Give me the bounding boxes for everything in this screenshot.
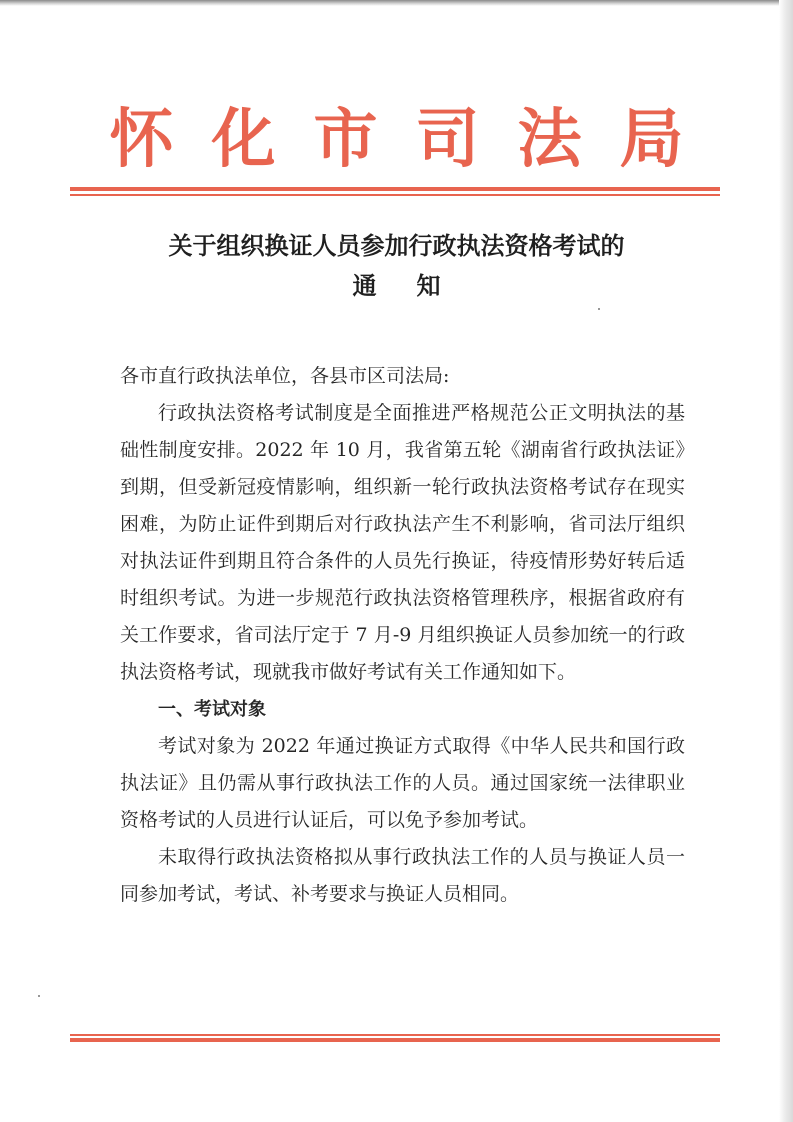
section-heading-exam-target: 一、考试对象 bbox=[158, 699, 266, 720]
letterhead-org-name: 怀化市司法局 bbox=[109, 102, 722, 177]
scan-speck bbox=[598, 308, 600, 310]
notice-title-line-1: 关于组织换证人员参加行政执法资格考试的 bbox=[168, 231, 625, 260]
paragraph-background: 行政执法资格考试制度是全面推进严格规范公正文明执法的基础性制度安排。2022 年 10 月，我省第五轮《湖南省行政执法证》到期，但受新冠疫情影响，组织新一轮行政执法资格考试存在现实困难，为防止证件到期后对行政执法产生不利影响，省司法厅组织对执法证件到期且符合条件的人员先行换证，待疫情形势好转后适时组织考试。为进一步规范行政执法资格管理秩序，根据省政府有关工作要求，省司法厅定于 7 月-9 月组织换证人员参加统一的行政执法资格考试，现就我市做好考试有关工作通知如下。 bbox=[120, 402, 685, 683]
letterhead-red-rule-thin bbox=[70, 194, 720, 196]
notice-title bbox=[70, 226, 723, 306]
salutation: 各市直行政执法单位，各县市区司法局: bbox=[120, 365, 450, 387]
footer-red-rule-thick bbox=[70, 1038, 720, 1042]
letterhead-red-rule-thick bbox=[70, 187, 720, 191]
scan-speck bbox=[38, 995, 40, 997]
paragraph-exam-target: 考试对象为 2022 年通过换证方式取得《中华人民共和国行政执法证》且仍需从事行政执法工作的人员。通过国家统一法律职业资格考试的人员进行认证后，可以免予参加考试。 bbox=[120, 735, 685, 831]
paragraph-unqualified-personnel: 未取得行政执法资格拟从事行政执法工作的人员与换证人员一同参加考试，考试、补考要求与换证人员相同。 bbox=[120, 846, 685, 905]
notice-title-line-2: 通知 bbox=[352, 271, 481, 300]
notice-body bbox=[120, 358, 685, 913]
footer-red-rule-thin bbox=[70, 1034, 720, 1036]
